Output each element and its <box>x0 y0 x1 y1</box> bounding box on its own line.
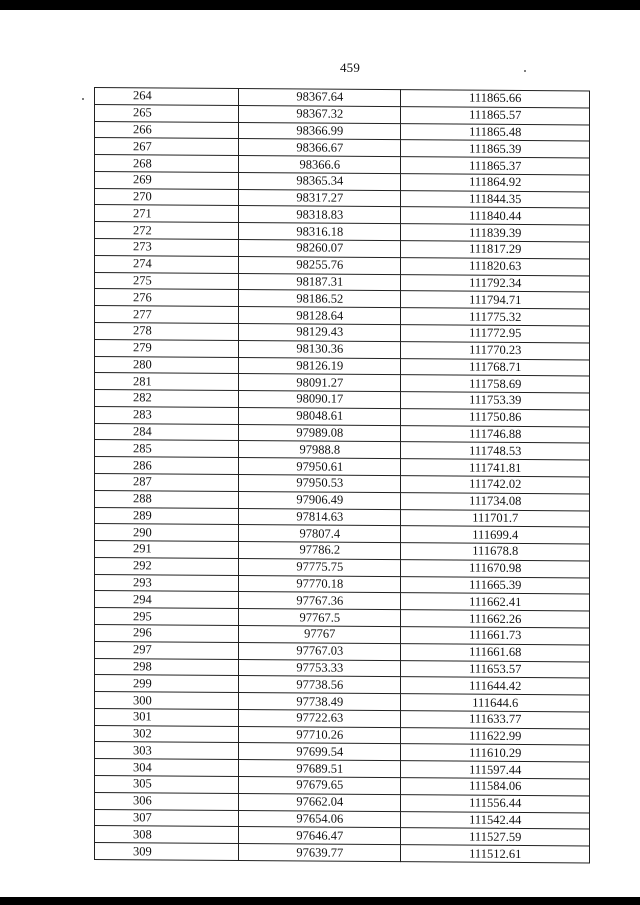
point-number-cell: 285 <box>95 440 239 458</box>
point-number-cell: 277 <box>95 306 239 324</box>
point-number-cell: 282 <box>95 390 239 408</box>
point-number-cell: 309 <box>95 843 239 861</box>
y-coordinate-cell: 111768.71 <box>401 358 590 376</box>
page-number: 459 <box>339 60 361 75</box>
scan-top-edge <box>0 0 640 10</box>
coordinate-table-body <box>95 88 590 863</box>
x-coordinate-cell: 98366.6 <box>239 156 401 174</box>
point-number-cell: 280 <box>95 356 239 374</box>
point-number-cell: 298 <box>95 658 239 676</box>
x-coordinate-cell: 97814.63 <box>239 508 401 526</box>
x-coordinate-cell: 97906.49 <box>239 491 401 509</box>
point-number-cell: 296 <box>95 625 239 643</box>
coordinate-table <box>94 87 590 863</box>
x-coordinate-cell: 98365.34 <box>239 172 401 190</box>
point-number-cell: 293 <box>95 574 239 592</box>
y-coordinate-cell: 111741.81 <box>401 459 590 477</box>
point-number-cell: 294 <box>95 591 239 609</box>
y-coordinate-cell: 111584.06 <box>401 778 590 796</box>
point-number-cell: 274 <box>95 255 239 273</box>
y-coordinate-cell: 111748.53 <box>401 442 590 460</box>
x-coordinate-cell: 98260.07 <box>239 240 401 258</box>
y-coordinate-cell: 111750.86 <box>401 408 590 426</box>
x-coordinate-cell: 98318.83 <box>239 206 401 224</box>
x-coordinate-cell: 98317.27 <box>239 189 401 207</box>
x-coordinate-cell: 97639.77 <box>239 844 401 862</box>
point-number-cell: 268 <box>95 155 239 173</box>
y-coordinate-cell: 111527.59 <box>401 828 590 846</box>
y-coordinate-cell: 111701.7 <box>401 509 590 527</box>
point-number-cell: 291 <box>95 541 239 559</box>
coordinate-table-wrapper <box>94 87 590 863</box>
y-coordinate-cell: 111622.99 <box>401 727 590 745</box>
x-coordinate-cell: 97710.26 <box>239 726 401 744</box>
y-coordinate-cell: 111597.44 <box>401 761 590 779</box>
y-coordinate-cell: 111661.73 <box>401 627 590 645</box>
y-coordinate-cell: 111746.88 <box>401 425 590 443</box>
point-number-cell: 300 <box>95 692 239 710</box>
x-coordinate-cell: 98367.32 <box>239 105 401 123</box>
scan-speck <box>82 98 84 100</box>
y-coordinate-cell: 111820.63 <box>401 257 590 275</box>
scan-speck <box>524 70 526 72</box>
point-number-cell: 269 <box>95 171 239 189</box>
point-number-cell: 284 <box>95 423 239 441</box>
point-number-cell: 270 <box>95 188 239 206</box>
y-coordinate-cell: 111865.66 <box>401 90 590 108</box>
table-row <box>95 843 590 863</box>
point-number-cell: 304 <box>95 759 239 777</box>
point-number-cell: 308 <box>95 826 239 844</box>
x-coordinate-cell: 97988.8 <box>239 441 401 459</box>
x-coordinate-cell: 98366.99 <box>239 122 401 140</box>
x-coordinate-cell: 97753.33 <box>239 659 401 677</box>
x-coordinate-cell: 98126.19 <box>239 357 401 375</box>
x-coordinate-cell: 97738.56 <box>239 676 401 694</box>
point-number-cell: 292 <box>95 557 239 575</box>
point-number-cell: 297 <box>95 641 239 659</box>
point-number-cell: 276 <box>95 289 239 307</box>
y-coordinate-cell: 111865.57 <box>401 106 590 124</box>
x-coordinate-cell: 97950.53 <box>239 474 401 492</box>
y-coordinate-cell: 111678.8 <box>401 543 590 561</box>
y-coordinate-cell: 111665.39 <box>401 576 590 594</box>
x-coordinate-cell: 97989.08 <box>239 424 401 442</box>
y-coordinate-cell: 111542.44 <box>401 811 590 829</box>
x-coordinate-cell: 98130.36 <box>239 340 401 358</box>
x-coordinate-cell: 98255.76 <box>239 256 401 274</box>
y-coordinate-cell: 111633.77 <box>401 711 590 729</box>
point-number-cell: 289 <box>95 507 239 525</box>
x-coordinate-cell: 98367.64 <box>239 89 401 107</box>
x-coordinate-cell: 98186.52 <box>239 290 401 308</box>
x-coordinate-cell: 97722.63 <box>239 709 401 727</box>
x-coordinate-cell: 98129.43 <box>239 323 401 341</box>
x-coordinate-cell: 97689.51 <box>239 760 401 778</box>
point-number-cell: 273 <box>95 239 239 257</box>
y-coordinate-cell: 111512.61 <box>401 845 590 863</box>
point-number-cell: 288 <box>95 490 239 508</box>
x-coordinate-cell: 98316.18 <box>239 223 401 241</box>
point-number-cell: 287 <box>95 473 239 491</box>
x-coordinate-cell: 97662.04 <box>239 793 401 811</box>
x-coordinate-cell: 98128.64 <box>239 307 401 325</box>
x-coordinate-cell: 98187.31 <box>239 273 401 291</box>
point-number-cell: 264 <box>95 88 239 106</box>
y-coordinate-cell: 111758.69 <box>401 375 590 393</box>
point-number-cell: 272 <box>95 222 239 240</box>
y-coordinate-cell: 111840.44 <box>401 207 590 225</box>
x-coordinate-cell: 97767.03 <box>239 642 401 660</box>
x-coordinate-cell: 97679.65 <box>239 777 401 795</box>
y-coordinate-cell: 111661.68 <box>401 643 590 661</box>
y-coordinate-cell: 111610.29 <box>401 744 590 762</box>
y-coordinate-cell: 111864.92 <box>401 174 590 192</box>
y-coordinate-cell: 111792.34 <box>401 274 590 292</box>
y-coordinate-cell: 111794.71 <box>401 291 590 309</box>
point-number-cell: 290 <box>95 524 239 542</box>
point-number-cell: 302 <box>95 725 239 743</box>
y-coordinate-cell: 111865.39 <box>401 140 590 158</box>
point-number-cell: 281 <box>95 373 239 391</box>
x-coordinate-cell: 98091.27 <box>239 374 401 392</box>
x-coordinate-cell: 97767.5 <box>239 609 401 627</box>
point-number-cell: 266 <box>95 121 239 139</box>
x-coordinate-cell: 97770.18 <box>239 575 401 593</box>
y-coordinate-cell: 111817.29 <box>401 241 590 259</box>
y-coordinate-cell: 111865.48 <box>401 123 590 141</box>
point-number-cell: 279 <box>95 339 239 357</box>
y-coordinate-cell: 111644.42 <box>401 677 590 695</box>
x-coordinate-cell: 97786.2 <box>239 542 401 560</box>
point-number-cell: 299 <box>95 675 239 693</box>
x-coordinate-cell: 97775.75 <box>239 558 401 576</box>
point-number-cell: 295 <box>95 608 239 626</box>
y-coordinate-cell: 111770.23 <box>401 341 590 359</box>
point-number-cell: 301 <box>95 708 239 726</box>
point-number-cell: 306 <box>95 792 239 810</box>
x-coordinate-cell: 97654.06 <box>239 810 401 828</box>
x-coordinate-cell: 97767 <box>239 626 401 644</box>
x-coordinate-cell: 97738.49 <box>239 693 401 711</box>
y-coordinate-cell: 111670.98 <box>401 560 590 578</box>
y-coordinate-cell: 111699.4 <box>401 526 590 544</box>
y-coordinate-cell: 111653.57 <box>401 660 590 678</box>
x-coordinate-cell: 98048.61 <box>239 407 401 425</box>
scan-bottom-edge <box>0 897 640 905</box>
y-coordinate-cell: 111753.39 <box>401 392 590 410</box>
point-number-cell: 307 <box>95 809 239 827</box>
x-coordinate-cell: 97950.61 <box>239 458 401 476</box>
y-coordinate-cell: 111865.37 <box>401 157 590 175</box>
y-coordinate-cell: 111644.6 <box>401 694 590 712</box>
y-coordinate-cell: 111775.32 <box>401 308 590 326</box>
x-coordinate-cell: 97807.4 <box>239 525 401 543</box>
point-number-cell: 283 <box>95 406 239 424</box>
y-coordinate-cell: 111742.02 <box>401 476 590 494</box>
y-coordinate-cell: 111772.95 <box>401 325 590 343</box>
x-coordinate-cell: 97646.47 <box>239 827 401 845</box>
point-number-cell: 271 <box>95 205 239 223</box>
x-coordinate-cell: 97699.54 <box>239 743 401 761</box>
y-coordinate-cell: 111839.39 <box>401 224 590 242</box>
point-number-cell: 265 <box>95 104 239 122</box>
y-coordinate-cell: 111662.26 <box>401 610 590 628</box>
y-coordinate-cell: 111662.41 <box>401 593 590 611</box>
y-coordinate-cell: 111734.08 <box>401 492 590 510</box>
x-coordinate-cell: 98366.67 <box>239 139 401 157</box>
point-number-cell: 275 <box>95 272 239 290</box>
point-number-cell: 286 <box>95 457 239 475</box>
y-coordinate-cell: 111844.35 <box>401 190 590 208</box>
point-number-cell: 305 <box>95 776 239 794</box>
x-coordinate-cell: 97767.36 <box>239 592 401 610</box>
point-number-cell: 303 <box>95 742 239 760</box>
point-number-cell: 278 <box>95 322 239 340</box>
y-coordinate-cell: 111556.44 <box>401 794 590 812</box>
point-number-cell: 267 <box>95 138 239 156</box>
x-coordinate-cell: 98090.17 <box>239 391 401 409</box>
